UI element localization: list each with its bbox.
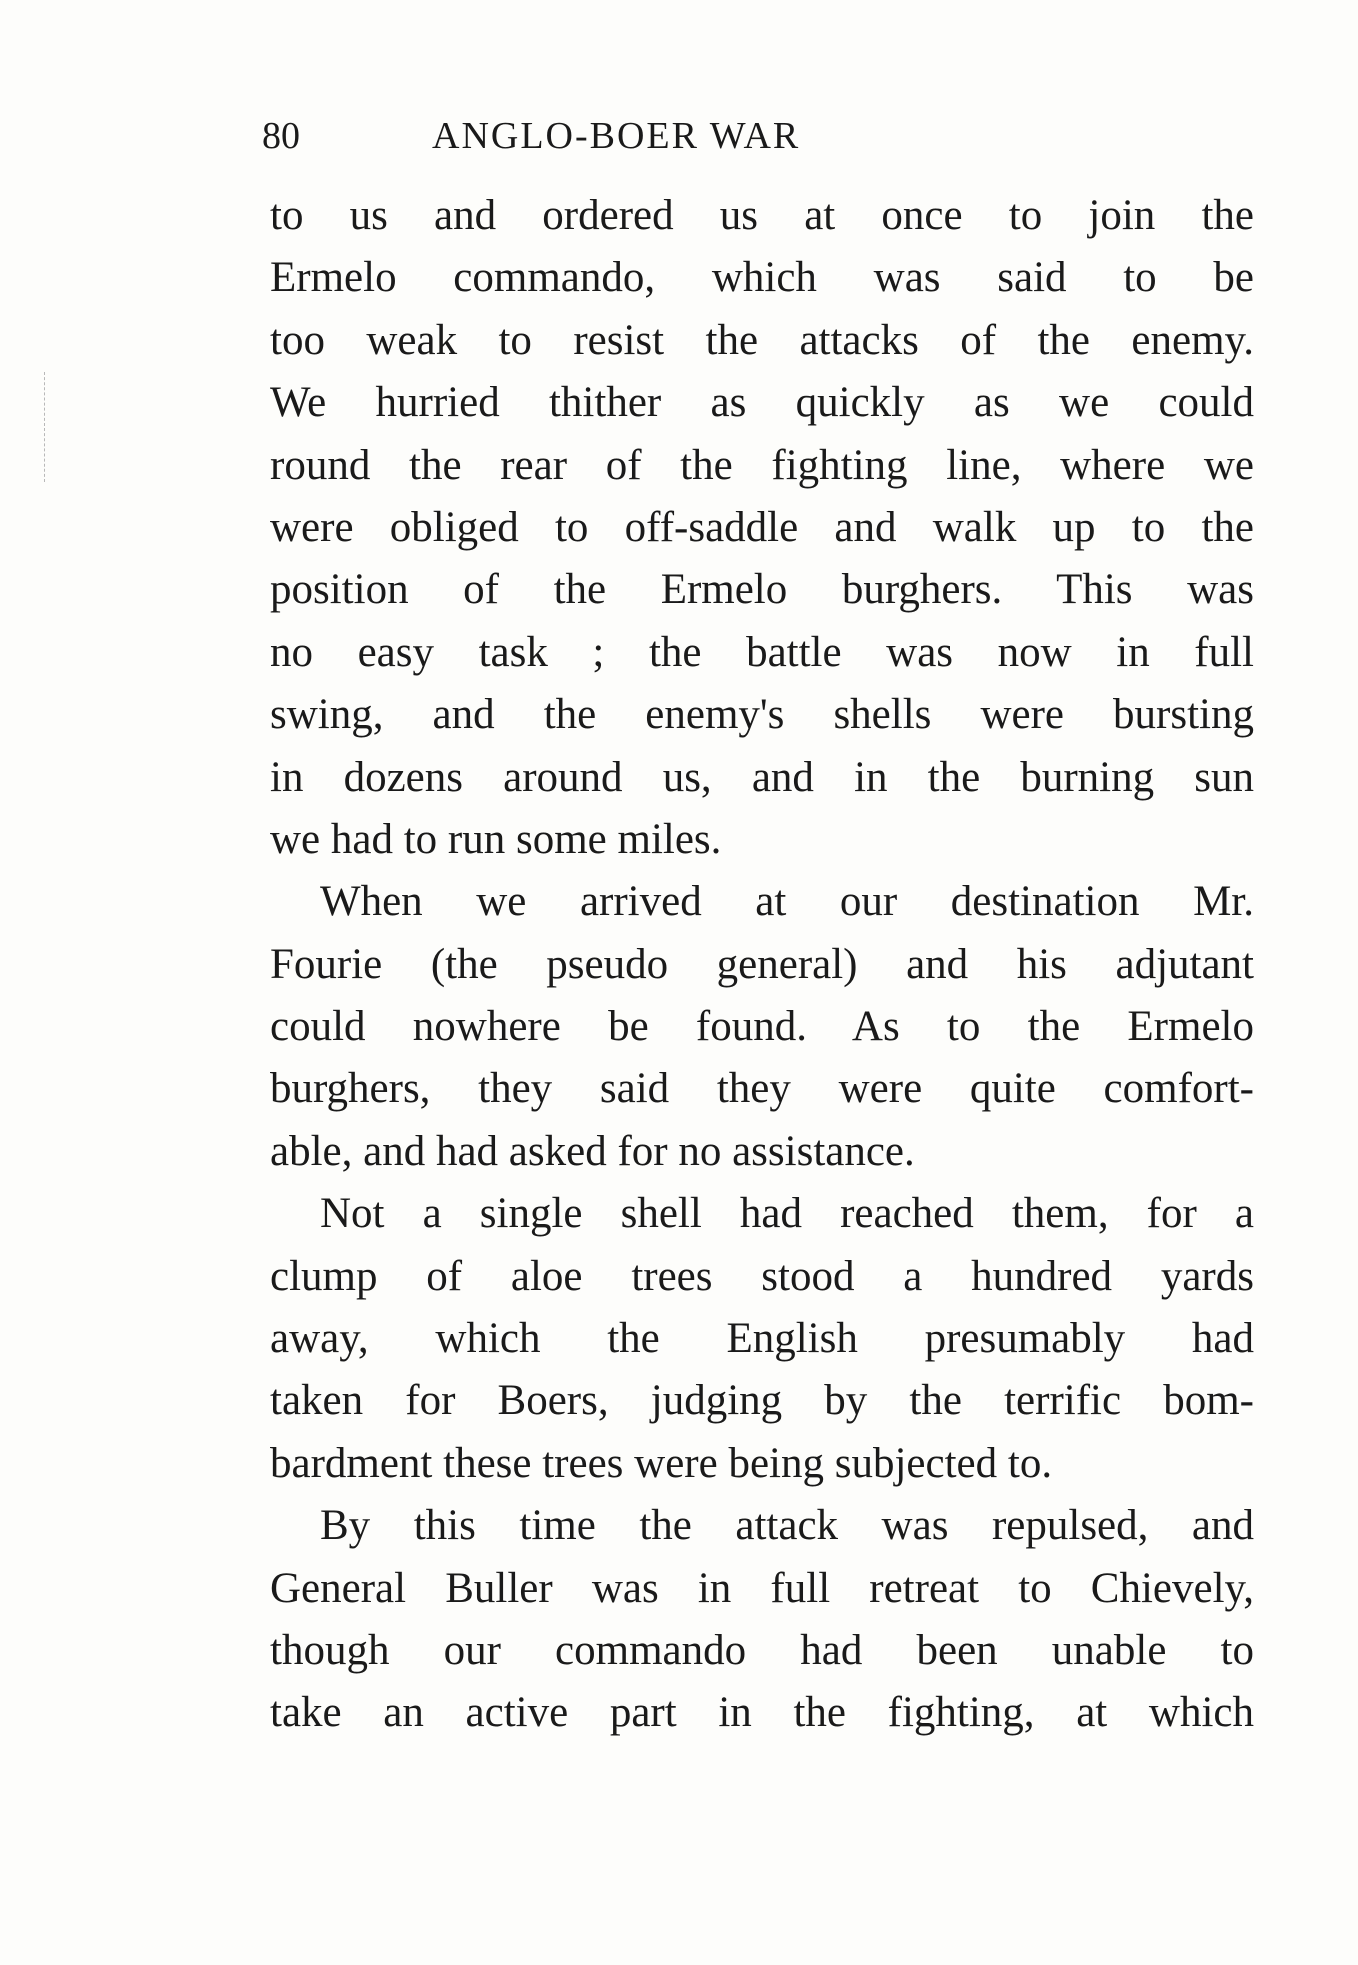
- text-line: in dozens around us, and in the burning sun: [270, 753, 1254, 801]
- body-text: [270, 185, 1254, 1745]
- text-line: take an active part in the fighting, at which: [270, 1689, 1254, 1737]
- text-line: position of the Ermelo burghers. This was: [270, 566, 1254, 614]
- text-line: no easy task ; the battle was now in full: [270, 628, 1254, 676]
- text-line: able, and had asked for no assistance.: [270, 1127, 915, 1175]
- text-line: clump of aloe trees stood a hundred yards: [270, 1252, 1254, 1300]
- text-line: Ermelo commando, which was said to be: [270, 254, 1254, 302]
- text-line: taken for Boers, judging by the terrific bom-: [270, 1377, 1254, 1425]
- text-line: Fourie (the pseudo general) and his adjutant: [270, 940, 1254, 988]
- text-line: When we arrived at our destination Mr.: [320, 878, 1254, 926]
- text-line: we had to run some miles.: [270, 815, 722, 863]
- text-line: round the rear of the fighting line, where we: [270, 441, 1254, 489]
- running-title: ANGLO-BOER WAR: [432, 115, 801, 157]
- text-line: could nowhere be found. As to the Ermelo: [270, 1003, 1254, 1051]
- text-line: We hurried thither as quickly as we could: [270, 379, 1254, 427]
- text-line: burghers, they said they were quite comfort-: [270, 1065, 1254, 1113]
- text-line: swing, and the enemy's shells were bursting: [270, 691, 1254, 739]
- text-line: away, which the English presumably had: [270, 1315, 1254, 1363]
- text-line: too weak to resist the attacks of the enemy.: [270, 316, 1254, 364]
- text-line: bardment these trees were being subjected to.: [270, 1439, 1053, 1487]
- text-line: to us and ordered us at once to join the: [270, 192, 1254, 239]
- page-number: 80: [262, 115, 300, 157]
- text-line: though our commando had been unable to: [270, 1626, 1254, 1674]
- text-line: were obliged to off-saddle and walk up to the: [270, 503, 1254, 551]
- page-header: [262, 112, 1002, 160]
- text-line: General Buller was in full retreat to Chievely,: [270, 1564, 1254, 1612]
- margin-mark: [44, 372, 47, 482]
- text-line: Not a single shell had reached them, for a: [320, 1190, 1254, 1238]
- text-line: By this time the attack was repulsed, and: [320, 1502, 1254, 1550]
